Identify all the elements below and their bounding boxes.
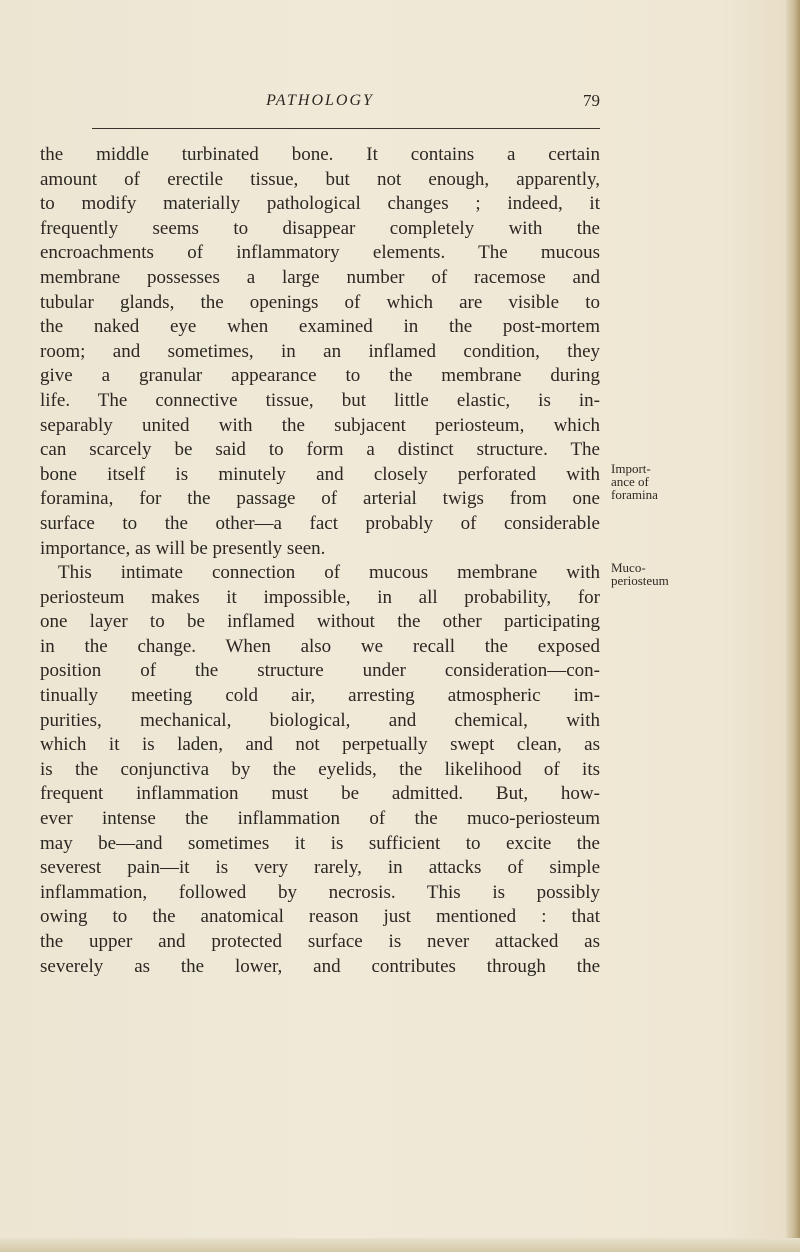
- text-line: owing to the anatomical reason just mentioned : that: [40, 906, 600, 928]
- text-line: to modify materially pathological changes ; indeed, it: [40, 193, 600, 215]
- text-line: may be—and sometimes it is sufficient to excite the: [40, 832, 600, 854]
- text-line: position of the structure under consideration—con-: [40, 660, 600, 682]
- text-line: room; and sometimes, in an inflamed condition, they: [40, 340, 600, 362]
- text-line: purities, mechanical, biological, and chemical, with: [40, 709, 600, 731]
- text-line: is the conjunctiva by the eyelids, the likelihood of its: [40, 758, 600, 780]
- text-line: inflammation, followed by necrosis. This is possibly: [40, 881, 600, 903]
- text-line: separably united with the subjacent periosteum, which: [40, 414, 600, 436]
- text-line: the naked eye when examined in the post-mortem: [40, 316, 600, 338]
- page-edge-bottom: [0, 1238, 800, 1252]
- text-line: This intimate connection of mucous membrane with: [58, 562, 600, 584]
- text-line: tinually meeting cold air, arresting atmospheric im-: [40, 685, 600, 707]
- text-line: periosteum makes it impossible, in all probability, for: [40, 586, 600, 608]
- text-line: importance, as will be presently seen.: [40, 537, 326, 559]
- margin-note-muco-periosteum: [611, 561, 669, 587]
- text-line: severest pain—it is very rarely, in attacks of simple: [40, 857, 600, 879]
- text-line: life. The connective tissue, but little elastic, is in-: [40, 389, 600, 411]
- page-header: [40, 92, 600, 120]
- text-line: foramina, for the passage of arterial twigs from one: [40, 488, 600, 510]
- text-line: which it is laden, and not perpetually swept clean, as: [40, 734, 600, 756]
- text-line: ever intense the inflammation of the muco-periosteum: [40, 808, 600, 830]
- text-line: membrane possesses a large number of racemose and: [40, 266, 600, 288]
- running-head: PATHOLOGY: [266, 92, 374, 109]
- text-line: the middle turbinated bone. It contains a certain: [40, 144, 600, 165]
- text-line: amount of erectile tissue, but not enough, apparently,: [40, 168, 600, 190]
- text-line: in the change. When also we recall the exposed: [40, 635, 600, 657]
- header-rule: [92, 128, 600, 129]
- text-line: can scarcely be said to form a distinct structure. The: [40, 439, 600, 461]
- text-line: surface to the other—a fact probably of considerable: [40, 512, 600, 534]
- page-edge-right: [786, 0, 800, 1252]
- body-text: [40, 143, 600, 979]
- text-line: frequently seems to disappear completely with the: [40, 217, 600, 239]
- text-line: bone itself is minutely and closely perforated with: [40, 463, 600, 485]
- margin-note-line: periosteum: [611, 573, 669, 588]
- margin-note-line: Muco-: [611, 560, 646, 575]
- text-line: encroachments of inflammatory elements. The mucous: [40, 242, 600, 264]
- margin-note-line: foramina: [611, 487, 658, 502]
- text-line: the upper and protected surface is never attacked as: [40, 931, 600, 952]
- text-line: give a granular appearance to the membrane during: [40, 365, 600, 387]
- margin-note-importance-of-foramina: [611, 462, 658, 501]
- margin-note-line: ance of: [611, 474, 649, 489]
- text-line: severely as the lower, and contributes through the: [40, 955, 600, 977]
- text-line: one layer to be inflamed without the other participating: [40, 611, 600, 633]
- text-line: tubular glands, the openings of which are visible to: [40, 291, 600, 313]
- margin-note-line: Import-: [611, 461, 651, 476]
- text-line: frequent inflammation must be admitted. But, how-: [40, 783, 600, 805]
- page-number: 79: [583, 91, 600, 110]
